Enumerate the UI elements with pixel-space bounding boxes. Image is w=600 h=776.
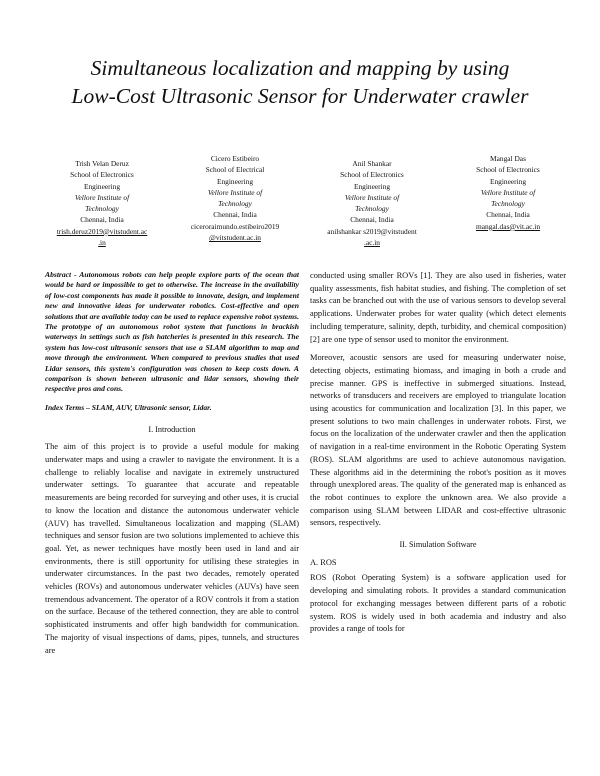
author-institution-2: Technology: [218, 199, 252, 209]
title-line-2: Low-Cost Ultrasonic Sensor for Underwater crawler: [71, 84, 529, 108]
author-email-text[interactable]: ciceroraimundo.estibeiro2019: [190, 221, 280, 231]
intro-paragraph-3: Moreover, acoustic sensors are used for measuring underwater noise, detecting objects, estimating biomass, and imaging in both a crude and precise manner. GPS is ineffective in submerged situations. Instead, networks of transducers and receivers are employed to triangulate location using acoustics for communication and localization [3]. In this paper, we present solutions to two main challenges in underwater robots. First, we focus on the localization of the underwater crawler and then the application of navigation in a real-time environment in the Robotic Operating System (ROS). SLAM algorithms are used to achieve autonomous navigation. These algorithms aid in the determining the robot's position as it moves through unexplored areas. The quality of the generated map is enhanced as the robot continues to explore the unknown area. We also provide a comparison using SLAM between LIDAR and cost-effective ultrasonic sensors, respectively.: [310, 353, 566, 528]
author-city: Chennai, India: [486, 210, 530, 220]
author-block-4: [444, 153, 572, 232]
author-name: Mangal Das: [490, 154, 526, 163]
author-email-link[interactable]: trish.deruz2019@vitstudent.ac: [56, 226, 148, 236]
author-institution: Vellore Institute of: [74, 192, 130, 202]
author-institution-2: Technology: [491, 199, 525, 209]
abstract: Abstract - Autonomous robots can help people explore parts of the ocean that would be hard or impossible to get to otherwise. The increase in the availability of low-cost components has made it possible to innovate, design, and implement new and innovative ideas for underwater robotics. Cost-effective and open solutions that are available today can be used to replace expensive robot systems. The prototype of an autonomous robot system that functions in brackish waterways in settings such as fish hatcheries is presented in this research. The system has low-cost ultrasonic sensors that use a SLAM algorithm to map and move through the environment. When compared to previous studies that used Lidar sensors, this system's configuration was chosen to keep costs down. A comparison is shown between ultrasonic and lidar sensors, showing their respective pros and cons.: [45, 270, 299, 394]
author-dept-2: Engineering: [83, 181, 121, 191]
author-block-2: [171, 153, 299, 243]
author-email-link-2[interactable]: .ac.in: [363, 238, 380, 248]
author-dept: School of Electronics: [70, 170, 134, 180]
intro-paragraph-2: conducted using smaller ROVs [1]. They are also used in fisheries, water quality assessments, fish habitat studies, and fishing. The completion of set tasks can be branched out with the use of various sensors to develop several applications. Underwater probes for water quality (which detect elements including temperature, salinity, depth, turbidity, and chemical composition) [2] are one type of sensor used to monitor the environment.: [310, 271, 566, 344]
author-name: Anil Shankar: [352, 159, 392, 168]
author-dept-2: Engineering: [353, 181, 391, 191]
section-heading-introduction: I. Introduction: [148, 424, 196, 434]
author-block-3: [308, 158, 436, 248]
paper-title: [20, 54, 580, 110]
author-institution: Vellore Institute of: [480, 187, 536, 197]
author-dept-2: Engineering: [489, 176, 527, 186]
author-institution-2: Technology: [85, 204, 119, 214]
left-column: [45, 270, 299, 663]
author-name: Cicero Estibeiro: [210, 154, 260, 163]
author-dept: School of Electronics: [476, 165, 540, 175]
ros-paragraph-1: ROS (Robot Operating System) is a software application used for developing and simulating robots. It provides a standard communication protocol for exchanging messages between different parts of a robotic system. ROS is widely used in both academia and industry and also provides a range of tools for: [310, 573, 566, 634]
author-block-1: [38, 158, 166, 248]
author-city: Chennai, India: [213, 210, 257, 220]
author-email-link[interactable]: mangal.das@vit.ac.in: [475, 221, 541, 231]
subsection-heading-ros: A. ROS: [310, 557, 337, 567]
index-terms: Index Terms – SLAM, AUV, Ultrasonic sensor, Lidar.: [45, 402, 212, 412]
author-city: Chennai, India: [350, 215, 394, 225]
author-dept: School of Electronics: [340, 170, 404, 180]
author-dept-2: Engineering: [216, 176, 254, 186]
author-institution: Vellore Institute of: [207, 187, 263, 197]
author-email-text[interactable]: anilshankar s2019@vitstudent: [327, 226, 417, 236]
author-email-link-2[interactable]: @vitstudent.ac.in: [209, 233, 261, 243]
title-line-1: Simultaneous localization and mapping by using: [90, 56, 510, 80]
author-institution: Vellore Institute of: [344, 192, 400, 202]
intro-paragraph-1: The aim of this project is to provide a useful module for making underwater maps and using a crawler to navigate the environment. It is a challenge to reliably localise and navigate in extremely unstructured underwater settings. To guarantee that accurate and repeatable measurements are being recorded for surveying and other uses, it is crucial to know the location and distance the autonomous underwater vehicle (AUV) has travelled. Simultaneous localization and mapping (SLAM) techniques and sensor fusion are two solutions implemented to achieve this goal. Yet, as newer techniques have mostly been used in land and air environments, there is still opportunity for utilising these strategies in underwater circumstances. In the past two decades, remotely operated vehicles (ROVs) and autonomous underwater vehicles (AUVs) have seen tremendous advancement. The operator of a ROV controls it from a station on the surface. Because of the tethered connection, they are able to control sophisticated instruments and offer high bandwidth for communication. The majority of visual inspections of dams, pipes, tunnels, and structures are: [45, 442, 299, 655]
author-city: Chennai, India: [80, 215, 124, 225]
section-heading-simulation-software: II. Simulation Software: [399, 540, 477, 550]
right-column: [310, 270, 566, 642]
author-dept: School of Electrical: [205, 165, 265, 175]
author-institution-2: Technology: [355, 204, 389, 214]
author-email-link-2[interactable]: .in: [98, 238, 106, 248]
author-name: Trish Velan Deruz: [75, 159, 129, 168]
